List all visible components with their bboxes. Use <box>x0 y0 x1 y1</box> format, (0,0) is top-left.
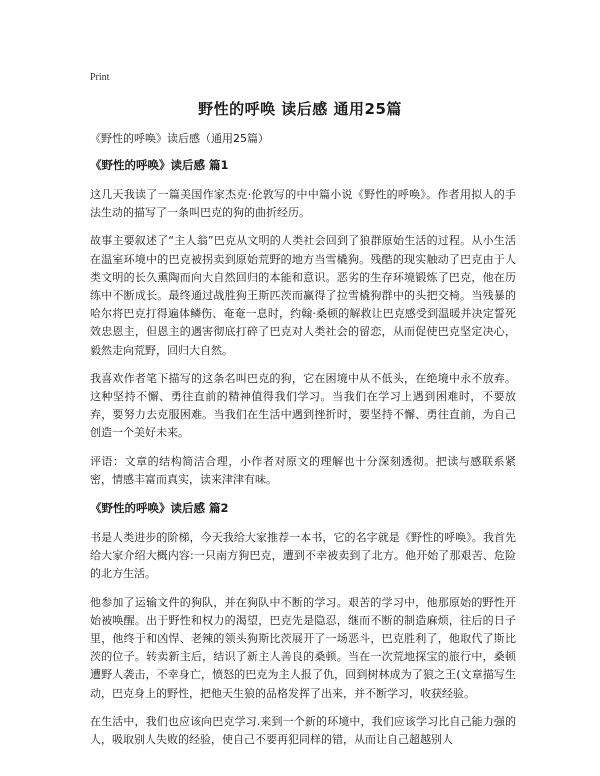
paragraph: 在生活中，我们也应该向巴克学习.来到一个新的环境中，我们应该学习比自己能力强的人，吸取别人失败的经验，使自己不要再犯同样的错，从而让自己超越别人 <box>90 714 516 747</box>
paragraph: 故事主要叙述了“主人翁”巴克从文明的人类社会回到了狼群原始生活的过程。从小生活在温室环境中的巴克被拐卖到原始荒野的地方当雪橇狗。残酷的现实触动了巴克由于人类文明的长久熏陶而向大自然回归的本能和意识。恶劣的生存环境锻炼了巴克，他在历练中不断成长。最终通过战胜狗王斯匹茨而赢得了拉雪橇狗群中的头把交椅。当残暴的哈尔将巴克打得遍体鳞伤、奄奄一息时，约翰·桑顿的解救让巴克感受到温暖并决定誓死效忠恩主，但恩主的遇害彻底打碎了巴克对人类社会的留恋，从而促使巴克坚定决心，毅然走向荒野，回归大自然。 <box>90 234 516 357</box>
section-2 <box>90 499 516 749</box>
paragraph: 这几天我读了一篇美国作家杰克·伦敦写的中中篇小说《野性的呼唤》。作者用拟人的手法生动的描写了一条叫巴克的狗的曲折经历。 <box>90 188 516 220</box>
paragraph: 评语：文章的结构简洁合理，小作者对原文的理解也十分深刻透彻。把读与感联系紧密，情感丰富而真实，读来津津有味。 <box>90 454 516 486</box>
print-label: Print <box>90 72 110 83</box>
document-body <box>90 130 516 759</box>
paragraph: 他参加了运输文件的狗队，并在狗队中不断的学习。艰苦的学习中，他那原始的野性开始被唤醒。出于野性和权力的渴望，巴克先是隐忍，继而不断的制造麻烦，往后的日子里，他终于和凶悍、老辣的领头狗斯比茨展开了一场恶斗，巴克胜利了，他取代了斯比茨的位子。转卖新主后，结识了新主人善良的桑顿。当在一次荒地探宝的旅行中，桑顿遭野人袭击，不幸身亡，愤怒的巴克为主人报了仇，回到树林成为了狼之王(文章描写生动，巴克身上的野性，把他天生狼的品格发挥了出来，并不断学习，收获经验。 <box>90 595 516 700</box>
section-heading: 《野性的呼唤》读后感 篇1 <box>90 158 229 172</box>
page-title: 野性的呼唤 读后感 通用25篇 <box>198 100 402 118</box>
section-1 <box>90 156 516 489</box>
document-subtitle: 《野性的呼唤》读后感（通用25篇） <box>90 132 269 145</box>
paragraph: 书是人类进步的阶梯，今天我给大家推荐一本书，它的名字就是《野性的呼唤》。我首先给大家介绍大概内容:一只南方狗巴克，遭到不幸被卖到了北方。他开始了那艰苦、危险的北方生活。 <box>90 531 516 581</box>
section-heading: 《野性的呼唤》读后感 篇2 <box>90 501 229 516</box>
paragraph: 我喜欢作者笔下描写的这条名叫巴克的狗，它在困境中从不低头，在绝境中永不放弃。这种坚持不懈、勇往直前的精神值得我们学习。当我们在学习上遇到困难时，不要放弃，要努力去克服困难。当我们在生活中遇到挫折时，要坚持不懈、勇往直前，为自己创造一个美好未来。 <box>90 371 516 440</box>
